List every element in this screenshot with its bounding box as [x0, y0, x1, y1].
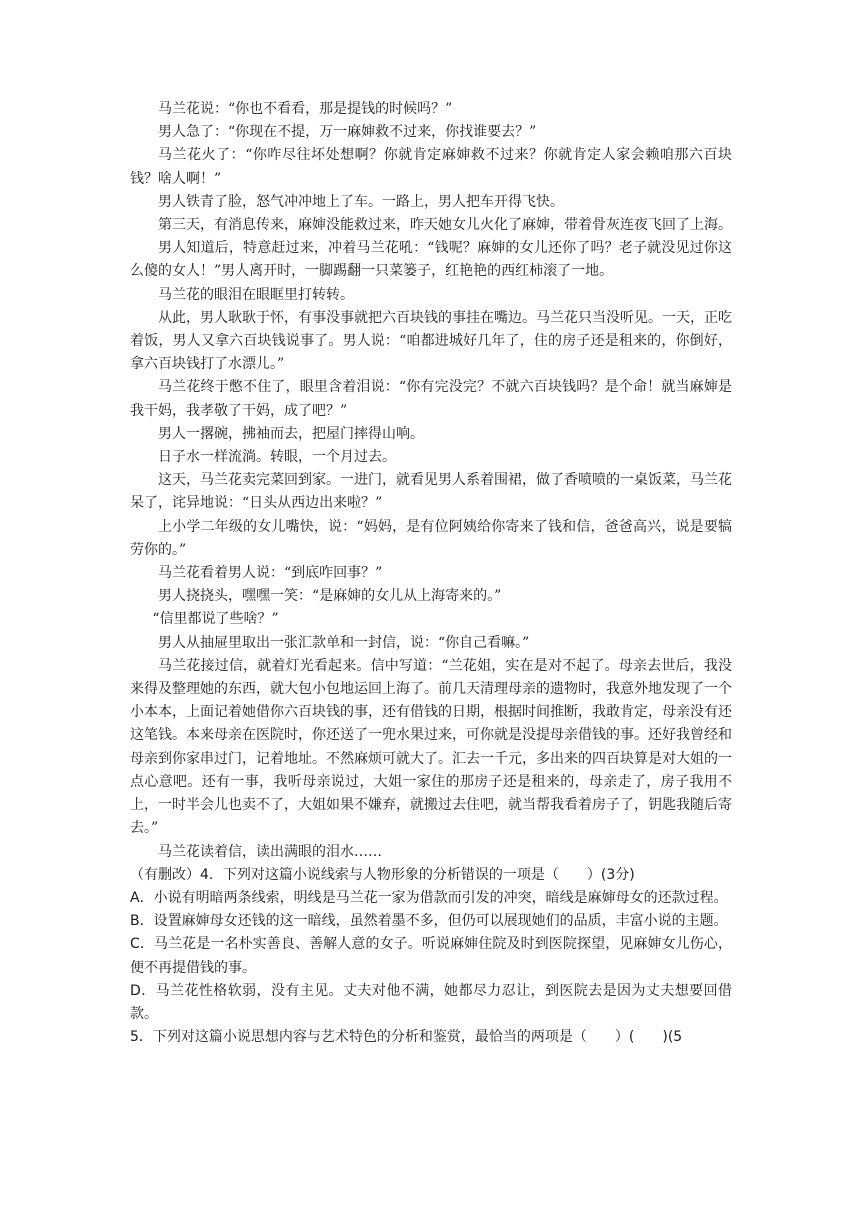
story-paragraph: “信里都说了些啥？” [152, 611, 279, 628]
story-paragraph: 男人一撂碗，拂袖而去，把屋门摔得山响。 [158, 425, 424, 442]
question-4-option-b: B．设置麻婶母女还钱的这一暗线，虽然着墨不多，但仍可以展现她们的品质，丰富小说的主题。 [130, 913, 728, 930]
question-5-stem: 5．下列对这篇小说思想内容与艺术特色的分析和鉴赏，最恰当的两项是（ ）( )(5 [130, 1029, 683, 1046]
question-4-option-c: C．马兰花是一名朴实善良、善解人意的女子。听说麻婶住院及时到医院探望，见麻婶女儿伤心，便不再提借钱的事。 [130, 936, 732, 976]
story-paragraph: 男人从抽屉里取出一张汇款单和一封信，说：“你自己看嘛。” [158, 634, 530, 651]
question-4 [130, 864, 732, 1026]
story-paragraph: 日子水一样流淌。转眼，一个月过去。 [158, 449, 396, 466]
story-paragraph: 从此，男人耿耿于怀，有事没事就把六百块钱的事挂在嘴边。马兰花只当没听见。一天，正吃着饭，男人又拿六百块钱说事了。男人说：“咱都进城好几年了，住的房子还是租来的，你倒好，拿六百块钱打了水漂儿。” [130, 309, 732, 373]
question-4-option-d: D．马兰花性格软弱，没有主见。丈夫对他不满，她都尽力忍让，到医院去是因为丈夫想要回借款。 [130, 982, 732, 1022]
story-paragraph: 第三天，有消息传来，麻婶没能救过来，昨天她女儿火化了麻婶，带着骨灰连夜飞回了上海。 [158, 217, 732, 234]
question-4-stem: （有删改）4．下列对这篇小说线索与人物形象的分析错误的一项是（ ）(3分) [130, 866, 635, 883]
story-paragraph: 马兰花接过信，就着灯光看起来。信中写道：“兰花姐，实在是对不起了。母亲去世后，我没来得及整理她的东西，就大包小包地运回上海了。前几天清理母亲的遗物时，我意外地发现了一个小本本，上面记着她借你六百块钱的事，还有借钱的日期，根据时间推断，我敢肯定，母亲没有还这笔钱。本来母亲在医院时，你还送了一兜水果过来，可你就是没提母亲借钱的事。还好我曾经和母亲到你家串过门，记着地址。不然麻烦可就大了。汇去一千元，多出来的四百块算是对大姐的一点心意吧。还有一事，我听母亲说过，大姐一家住的那房子还是租来的，母亲走了，房子我用不上，一时半会儿也卖不了，大姐如果不嫌弃，就搬过去住吧，就当帮我看着房子了，钥匙我随后寄去。” [130, 657, 732, 837]
story-body [130, 98, 732, 864]
story-paragraph: 男人挠挠头，嘿嘿一笑：“是麻婶的女儿从上海寄来的。” [158, 588, 502, 605]
story-paragraph: 马兰花火了：“你咋尽往坏处想啊？你就肯定麻婶救不过来？你就肯定人家会赖咱那六百块钱？啥人啊！” [130, 147, 732, 187]
story-paragraph: 马兰花读着信，读出满眼的泪水…… [158, 843, 382, 860]
story-paragraph: 男人急了：“你现在不提，万一麻婶救不过来，你找谁要去？” [158, 124, 537, 141]
story-paragraph: 上小学二年级的女儿嘴快，说：“妈妈，是有位阿姨给你寄来了钱和信，爸爸高兴，说是要犒劳你的。” [130, 518, 732, 558]
question-4-option-a: A．小说有明暗两条线索，明线是马兰花一家为借款而引发的冲突，暗线是麻婶母女的还款过程。 [130, 889, 728, 906]
story-paragraph: 男人铁青了脸，怒气冲冲地上了车。一路上，男人把车开得飞快。 [158, 193, 564, 210]
story-paragraph: 马兰花说：“你也不看看，那是提钱的时候吗？” [158, 101, 453, 117]
story-paragraph: 马兰花看着男人说：“到底咋回事？” [158, 565, 383, 582]
question-5 [130, 1026, 732, 1049]
story-paragraph: 男人知道后，特意赶过来，冲着马兰花吼：“钱呢？麻婶的女儿还你了吗？老子就没见过你这么傻的女人！”男人离开时，一脚踢翻一只菜篓子，红艳艳的西红柿滚了一地。 [130, 240, 732, 280]
document-page [130, 98, 732, 1049]
story-paragraph: 马兰花的眼泪在眼眶里打转转。 [158, 286, 354, 303]
story-paragraph: 马兰花终于憋不住了，眼里含着泪说：“你有完没完？不就六百块钱吗？是个命！就当麻婶是我干妈，我孝敬了干妈，成了吧？” [130, 379, 732, 419]
story-paragraph: 这天，马兰花卖完菜回到家。一进门，就看见男人系着围裙，做了香喷喷的一桌饭菜，马兰花呆了，诧异地说：“日头从西边出来啦？” [130, 472, 732, 512]
